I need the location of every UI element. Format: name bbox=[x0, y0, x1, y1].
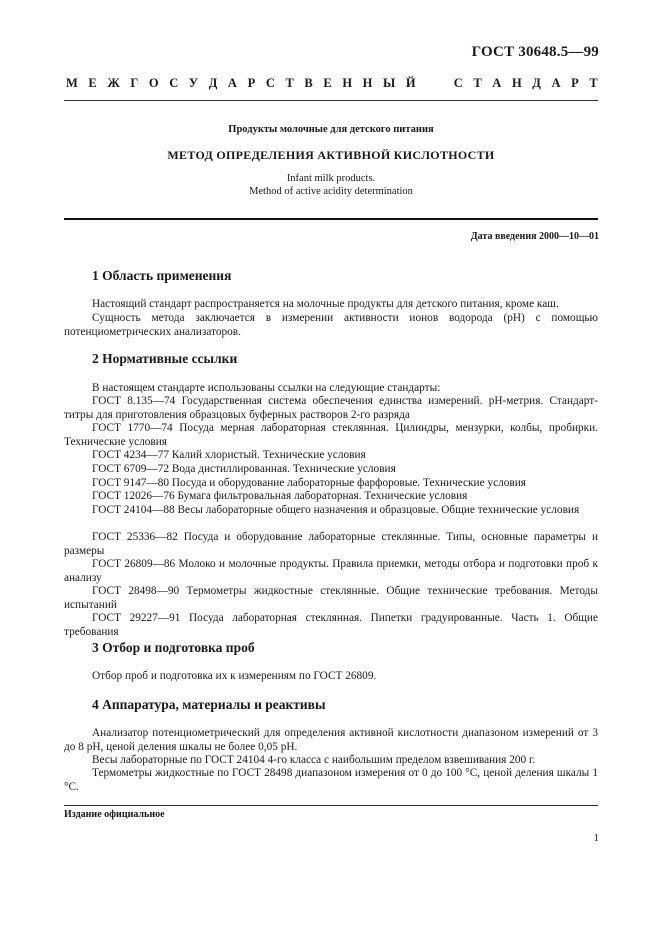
section-4-paragraph-3: Термометры жидкостные по ГОСТ 28498 диапазоном измерения от 0 до 100 °С, ценой деления шкалы 1 °С. bbox=[64, 767, 598, 793]
reference-item: ГОСТ 12026—76 Бумага фильтровальная лабораторная. Технические условия bbox=[92, 490, 468, 502]
reference-item: ГОСТ 25336—82 Посуда и оборудование лабораторные стеклянные. Типы, основные параметры и размеры bbox=[64, 531, 598, 557]
standard-number: ГОСТ 30648.5—99 bbox=[471, 44, 599, 60]
section-4-heading: 4 Аппаратура, материалы и реактивы bbox=[92, 697, 326, 712]
banner-letter: Т bbox=[473, 76, 482, 90]
banner-letter: М bbox=[66, 76, 78, 90]
reference-item: ГОСТ 9147—80 Посуда и оборудование лабораторные фарфоровые. Технические условия bbox=[92, 477, 526, 489]
section-4-paragraph-1: Анализатор потенциометрический для определения активной кислотности диапазоном измерений от 3 до 8 pH, ценой деления шкалы не более 0,05 pH. bbox=[64, 727, 598, 753]
banner-letter: Р bbox=[247, 76, 256, 90]
banner-letter: О bbox=[148, 76, 159, 90]
banner-letter: Й bbox=[405, 76, 416, 90]
banner-letter: Н bbox=[362, 76, 373, 90]
section-3-paragraph-1: Отбор проб и подготовка их к измерениям по ГОСТ 26809. bbox=[92, 670, 377, 682]
banner-letter: С bbox=[453, 76, 463, 90]
title-rule bbox=[64, 218, 598, 220]
reference-item: ГОСТ 26809—86 Молоко и молочные продукты. Правила приемки, методы отбора и подготовки проб к анализу bbox=[64, 558, 598, 584]
footer-rule bbox=[64, 805, 598, 806]
banner-letter: Р bbox=[571, 76, 579, 90]
banner-letter: А bbox=[551, 76, 561, 90]
banner-letter: Н bbox=[511, 76, 522, 90]
banner-letter bbox=[426, 76, 429, 91]
header-rule bbox=[64, 100, 598, 101]
reference-item: ГОСТ 28498—90 Термометры жидкостные стеклянные. Общие технические требования. Методы испытаний bbox=[64, 585, 598, 611]
reference-item: ГОСТ 8.135—74 Государственная система обеспечения единства измерений. pH-метрия. Стандарт-титры для приготовления образцовых буферных растворов 2-го разряда bbox=[64, 395, 598, 421]
section-1-paragraph-1: Настоящий стандарт распространяется на молочные продукты для детского питания, кроме каш. bbox=[92, 298, 559, 310]
introduction-date: Дата введения 2000—10—01 bbox=[470, 231, 599, 242]
banner-letter: Д bbox=[208, 76, 218, 90]
section-1-paragraph-2: Сущность метода заключается в измерении активности ионов водорода (pH) с помощью потенциометрических анализаторов. bbox=[64, 312, 598, 338]
banner-letter bbox=[440, 76, 443, 91]
section-2-intro: В настоящем стандарте использованы ссылки на следующие стандарты: bbox=[92, 382, 441, 394]
section-2-heading: 2 Нормативные ссылки bbox=[92, 351, 238, 366]
page-number: 1 bbox=[593, 832, 599, 844]
banner-letter: У bbox=[188, 76, 199, 90]
banner-letter: Д bbox=[532, 76, 541, 90]
english-title-line-2: Method of active acidity determination bbox=[249, 185, 413, 197]
reference-item: ГОСТ 1770—74 Посуда мерная лабораторная стеклянная. Цилиндры, мензурки, колбы, пробирки. Технические условия bbox=[64, 422, 598, 448]
reference-item: ГОСТ 6709—72 Вода дистиллированная. Технические условия bbox=[92, 463, 396, 475]
banner-letter: Т bbox=[589, 76, 598, 90]
section-3-heading: 3 Отбор и подготовка проб bbox=[92, 640, 255, 655]
official-edition-note: Издание официальное bbox=[64, 809, 165, 820]
banner-letter: Е bbox=[88, 76, 97, 90]
banner-letter: С bbox=[169, 76, 179, 90]
banner-letter: Н bbox=[342, 76, 353, 90]
banner-letter: А bbox=[227, 76, 237, 90]
banner-letter: Ж bbox=[107, 76, 120, 90]
document-subtitle: Продукты молочные для детского питания bbox=[228, 124, 434, 135]
banner-letter: Т bbox=[285, 76, 294, 90]
english-title-line-1: Infant milk products. bbox=[286, 173, 376, 184]
banner-letter: А bbox=[492, 76, 502, 90]
document-title: МЕТОД ОПРЕДЕЛЕНИЯ АКТИВНОЙ КИСЛОТНОСТИ bbox=[167, 148, 495, 162]
reference-item: ГОСТ 24104—88 Весы лабораторные общего назначения и образцовые. Общие технические условия bbox=[92, 504, 580, 516]
section-4-paragraph-2: Весы лабораторные по ГОСТ 24104 4-го класса с наибольшим пределом взвешивания 200 г. bbox=[92, 754, 536, 766]
english-title bbox=[64, 173, 598, 198]
banner-letter: Ы bbox=[383, 76, 396, 90]
banner-letter: Е bbox=[323, 76, 332, 90]
reference-item: ГОСТ 4234—77 Калий хлористый. Технические условия bbox=[92, 449, 366, 461]
reference-item: ГОСТ 29227—91 Посуда лабораторная стеклянная. Пипетки градуированные. Часть 1. Общие требования bbox=[64, 612, 598, 638]
banner-letter: В bbox=[304, 76, 313, 90]
section-1-heading: 1 Область применения bbox=[92, 268, 232, 283]
interstate-standard-banner bbox=[66, 76, 598, 91]
banner-letter: Г bbox=[130, 76, 139, 90]
banner-letter: С bbox=[265, 76, 275, 90]
